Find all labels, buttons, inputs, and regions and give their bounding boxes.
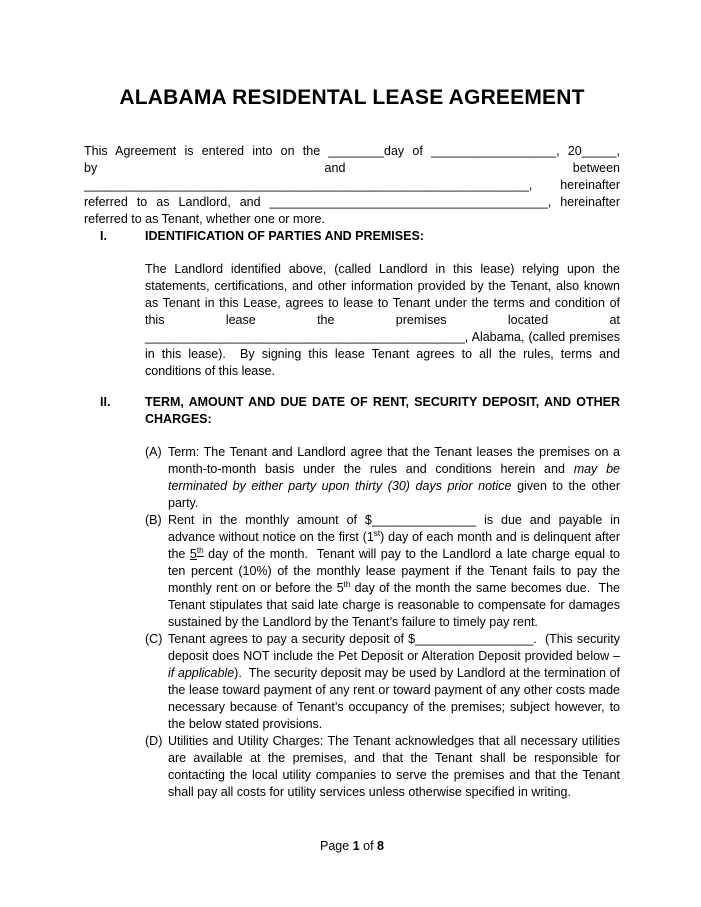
section-number: II. xyxy=(100,395,111,409)
section-II xyxy=(84,394,620,801)
intro-line xyxy=(84,177,620,194)
text-segment: is due and payable in advance without notice on the first (1 xyxy=(168,513,621,544)
item-label: (D) xyxy=(145,734,163,748)
section-paragraph xyxy=(145,261,620,380)
section-heading-text xyxy=(145,228,620,245)
text-segment: ) day of each month and is delinquent after the xyxy=(168,530,620,561)
text-segment: Utilities and Utility Charges: The Tenant acknowledges that all necessary utilities are available at the premises, and that the Tenant shall be responsible for contacting the local utility companies to serve the premises and that the Tenant shall pay all costs for utility services unless otherwise specified in writing. xyxy=(168,734,620,799)
fill-in-blank: _______________ xyxy=(371,513,477,527)
text-segment: This Agreement is entered into on the xyxy=(84,144,329,158)
text-segment: Page xyxy=(320,839,353,853)
text-segment: , hereinafter xyxy=(547,195,620,209)
heading-line xyxy=(145,411,620,428)
list-item xyxy=(145,631,620,733)
section-I xyxy=(84,228,620,380)
intro-line xyxy=(84,160,620,177)
fill-in-blank: __________________ xyxy=(431,144,557,158)
text-segment: referred to as Landlord, and xyxy=(84,195,270,209)
item-text xyxy=(168,512,620,631)
section-number: I. xyxy=(100,229,107,243)
text-segment: , xyxy=(616,144,620,158)
text-segment: may be terminated by either party upon thirty (30) days prior notice xyxy=(168,462,620,493)
text-segment: Term: The Tenant and Landlord agree that the Tenant leases the premises on a month-to-month basis under the rules and conditions herein and xyxy=(168,445,620,476)
item-label: (A) xyxy=(145,445,162,459)
fill-in-blank: ________________________________________ xyxy=(269,195,548,209)
list-item xyxy=(145,444,620,512)
text-segment: th xyxy=(343,579,351,589)
text-segment: IDENTIFICATION OF PARTIES AND PREMISES: xyxy=(145,229,424,243)
text-segment: The Landlord identified above, (called Landlord in this lease) relying upon the statements, certifications, and other information provided by the Tenant, also known as Tenant in this Lease, agrees to lease to Tenant under the terms and condition of this lease the premises located at xyxy=(145,262,620,327)
text-segment: referred to as Tenant, whether one or more. xyxy=(84,212,325,226)
heading-line xyxy=(145,394,620,411)
document-body xyxy=(84,228,620,801)
text-segment: 5 xyxy=(189,547,197,561)
text-segment: CHARGES: xyxy=(145,412,212,426)
text-segment: , 20 xyxy=(556,144,582,158)
text-segment: of xyxy=(359,839,378,853)
text-segment: ). The security deposit may be used by Landlord at the termination of the lease toward payment of any rent or toward payment of any other costs made necessary because of Tenant’s occupancy of the premises; subject however, to the below stated provisions. xyxy=(168,666,620,731)
list-item xyxy=(145,733,620,801)
text-segment: 1 xyxy=(352,839,360,853)
item-text xyxy=(168,733,620,801)
item-text xyxy=(168,631,620,733)
fill-in-blank: ______________________________________________ xyxy=(145,330,465,344)
text-segment: Tenant agrees to pay a security deposit of $ xyxy=(168,632,416,646)
section-heading xyxy=(84,394,620,428)
text-segment: TERM, AMOUNT AND DUE DATE OF RENT, SECURITY DEPOSIT, AND OTHER xyxy=(145,395,620,409)
text-segment: day of xyxy=(384,144,432,158)
text-segment: given to the other party. xyxy=(168,479,620,510)
text-segment: . (This security deposit does NOT include the Pet Deposit or Alteration Deposit provided below – xyxy=(168,632,620,663)
fill-in-blank: _____ xyxy=(581,144,617,158)
text-segment: , hereinafter xyxy=(528,178,620,192)
intro-paragraph xyxy=(84,143,620,228)
document-title: ALABAMA RESIDENTAL LEASE AGREEMENT xyxy=(119,86,585,109)
page-footer xyxy=(84,838,620,855)
heading-line xyxy=(145,228,620,245)
item-text xyxy=(168,444,620,512)
text-segment: 8 xyxy=(377,839,384,853)
fill-in-blank: ________________________________________________________________ xyxy=(84,178,529,192)
section-heading xyxy=(84,228,620,245)
text-segment: st xyxy=(373,528,381,538)
intro-line xyxy=(84,211,620,228)
fill-in-blank: ________ xyxy=(328,144,385,158)
fill-in-blank: _________________ xyxy=(415,632,534,646)
text-segment: by and between xyxy=(84,161,620,175)
intro-line xyxy=(84,143,620,160)
item-label: (B) xyxy=(145,513,162,527)
text-segment: day of the month. Tenant will pay to the Landlord a late charge equal to ten percent (10%) of the monthly lease payment if the Tenant fails to pay the monthly rent on or before the 5 xyxy=(168,547,620,595)
item-label: (C) xyxy=(145,632,163,646)
intro-line xyxy=(84,194,620,211)
list-item xyxy=(145,512,620,631)
item-list xyxy=(145,444,620,801)
section-heading-text xyxy=(145,394,620,428)
text-segment: Rent in the monthly amount of $ xyxy=(168,513,372,527)
text-segment: day of the month the same becomes due. The Tenant stipulates that said late charge is reasonable to compensate for damages sustained by the Landlord by the Tenant’s failure to timely pay rent. xyxy=(168,581,621,629)
text-segment: th xyxy=(196,545,204,555)
text-segment: , Alabama, (called premises in this lease). By signing this lease Tenant agrees to all the rules, terms and conditions of this lease. xyxy=(145,330,620,378)
text-segment: if applicable xyxy=(168,666,235,680)
